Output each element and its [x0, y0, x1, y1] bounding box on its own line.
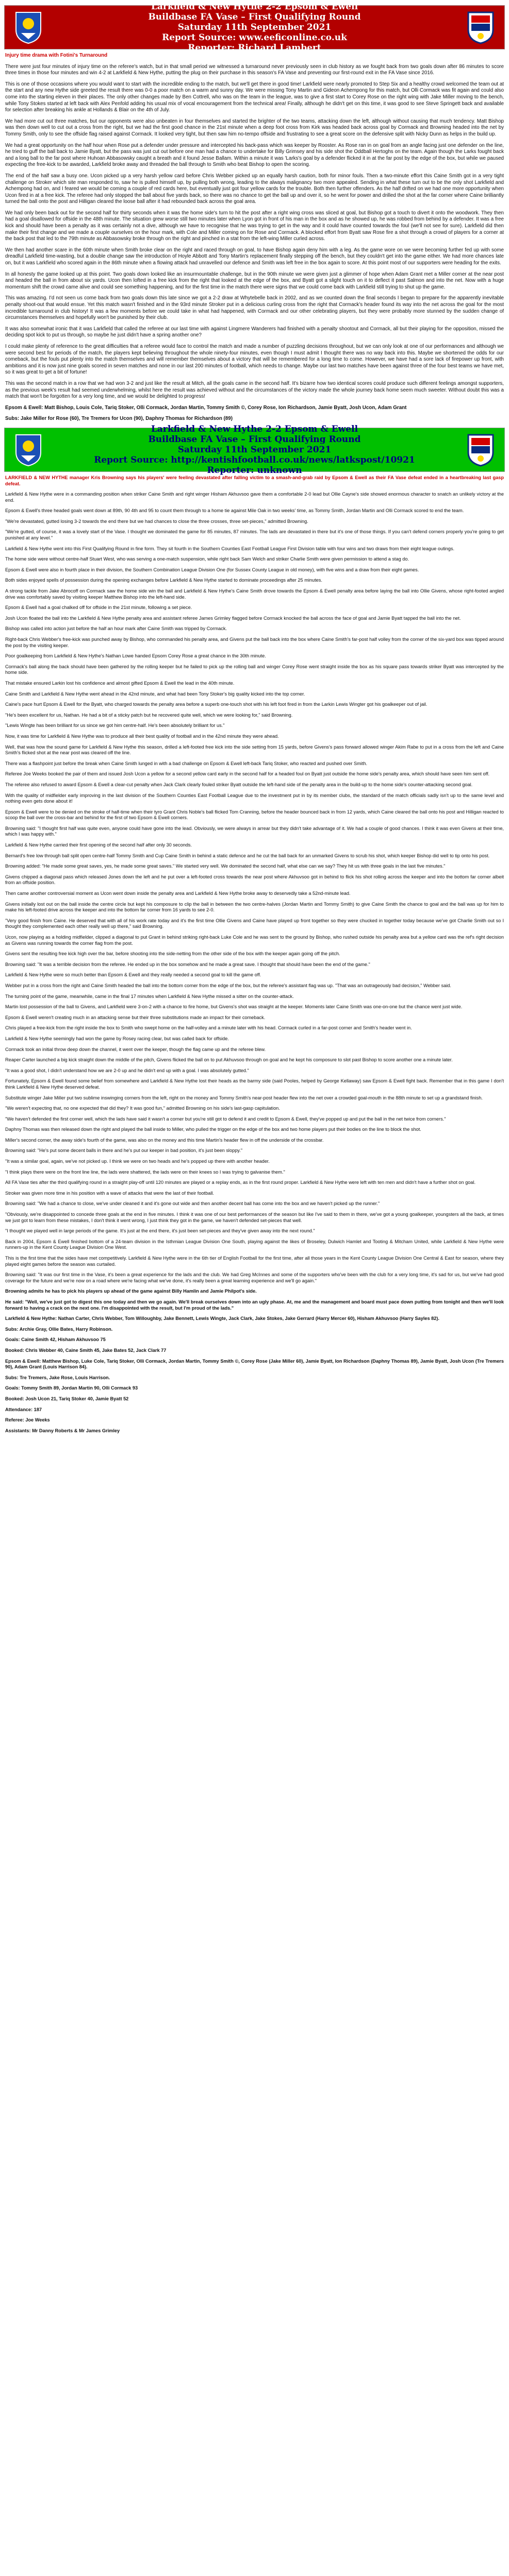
report-paragraph: Larkfield & New Hythe were in a commanding position when striker Caine Smith and right winger Hisham Akhuvsoo gave them a comfortable 2-0 lead but Ollie Cayne's side showed enormous character to snatch an unlikely victory at the end.	[5, 492, 504, 503]
report-paragraph: Larkfield & New Hythe went into this First Qualifying Round in fine form. They sit fourth in the Southern Counties East Football League First Division table with four wins and two draws from their eight league outings.	[5, 546, 455, 551]
banner-1-reporter: Reporter: Richard Lambert	[188, 43, 321, 53]
report-paragraph: Webber put in a cross from the right and Caine Smith headed the ball into the bottom corner from the edge of the box, but the referee's assistant flag was up. "That was an outrageously bad decision," Webber said.	[5, 982, 451, 988]
report-paragraph: "We haven't defended the first corner well, which the lads have said it wasn't a corner but you're still got to defend it and credit to Epsom & Ewell, they've popped up and put the ball in the net twice from corners."	[5, 1116, 446, 1122]
report-paragraph: There was a flashpoint just before the break when Caine Smith lunged in with a bad challenge on Epsom & Ewell left-back Tariq Stoker, who reacted and pushed over Smith.	[5, 760, 368, 766]
report-paragraph: Epsom & Ewell had a goal chalked off for offside in the 21st minute, following a set piece.	[5, 605, 192, 611]
larkfield-crest-icon	[13, 432, 44, 468]
report-paragraph: Attendance: 187	[5, 1406, 42, 1412]
report-paragraph: Martin lost possession of the ball to Givens, and Larkfield were 3-on-2 with a chance to fire home, but Givens's shot was straight at the keeper. Moments later Caine Smith was one-on-one but the chance went just wide.	[5, 1004, 463, 1010]
report-paragraph: Poor goalkeeping from Larkfield & New Hythe's Nathan Lowe handed Epsom Corey Rose a great chance in the 30th minute.	[5, 653, 266, 659]
report-2-lead: LARKFIELD & NEW HYTHE manager Kris Browning says his players' were feeling devastated after falling victim to a smash-and-grab raid by Epsom & Ewell as their FA Vase defeat ended in a heartbreaking last gasp defeat.	[5, 474, 504, 486]
report-paragraph: I could make plenty of reference to the great difficulties that a referee would face to control the match and made a number of puzzling decisions throughout, but we can only look at one of our performances and although we were second best for periods of the match, the players kept believing throughout the whole ninety-four minutes, even though I must admit I thought there was no way back into this. Maybe we shortened the odds for our comeback, but the fouls put plenty into the match themselves and will remember themselves about a victory that will be remembered for a long time to come. However, we have had a sore lack of firepower up front, with ambitions and it is now just nine goals scored in seven matches and none in our last 200 minutes of football, which needs to change. Maybe our last two matches have been against three of the four best teams we have met, so it was great to get a bit of fortune!	[5, 343, 504, 376]
report-banner-1	[4, 2, 505, 53]
epsom-ewell-crest-icon	[465, 432, 496, 468]
report-paragraph: Subs: Tre Tremers, Jake Rose, Louis Harrison.	[5, 1375, 110, 1380]
report-paragraph: "I think plays there were on the front line line, the lads were shattered, the lads were on their knees so I was trying to galvanise them."	[5, 1169, 285, 1175]
report-paragraph: Caine's pace hurt Epsom & Ewell for the Byatt, who charged towards the penalty area before a superb one-touch shot with his left foot fired in from the Larkin Lewis Wingter got his goalkeeper out of jail.	[5, 702, 428, 707]
report-paragraph: Epsom & Ewell were also in fourth place in their division, the Southern Combination League Division One (for Sussex County League in old money), with five wins and a draw from their eight games.	[5, 567, 419, 572]
report-paragraph: Larkfield & New Hythe were so much better than Epsom & Ewell and they really needed a second goal to kill the game off.	[5, 972, 261, 978]
report-paragraph: Stroker was given more time in his position with a wave of attacks that were the last of their football.	[5, 1190, 214, 1196]
report-paragraph: "It was a good shot, I didn't understand how we are 2-0 up and he didn't end up with a goal. I was absolutely gutted."	[5, 1067, 249, 1073]
report-paragraph: "Obviously, we're disappointed to concede three goals at the end in five minutes. I think it was one of our best performances of the season but like I've said to them in there, we've got a young goalkeeper, youngsters all the back, at times we just got to learn from these mistakes, I don't think it went wrong, I just think they got in the game, we haven't defended set-pieces that well.	[5, 1212, 504, 1223]
report-paragraph: In all honesty the game looked up at this point. Two goals down looked like an insurmountable challenge, but in the 90th minute we were given just a glimmer of hope when Adam Grant met a Miller corner at the near post and headed the ball in from about six yards. Ucon then lofted in a free kick from the right that looked at the edge of the box, and Byatt got a slight touch on it to deflect it past Salmon and into the net. Now with a huge momentum shift the crowd came alive and could see something happening, and for the first time in the match there were signs that we could come back with Larkfield still trying to shut up the game.	[5, 271, 504, 290]
report-paragraph: The referee also refused to award Epsom & Ewell a clear-cut penalty when Jack Clark clearly fouled striker Byatt outside the left-hand side of the penalty area in the build-up to the home side's counter-attacking second goal.	[5, 782, 473, 787]
report-paragraph: Then came another controversial moment as Ucon went down inside the penalty area and Larkfield & New Hythe broke away to deservedly take a 52nd-minute lead.	[5, 891, 351, 896]
report-paragraph: Josh Ucon floated the ball into the Larkfield & New Hythe penalty area and assistant referee James Grimley flagged before Cormack knocked the ball across the face of goal and Jamie Byatt tapped the ball into the net.	[5, 615, 461, 621]
report-paragraph: This was amazing. I'd not seen us come back from two goals down this late since we got a 2-2 draw at Whytebelle back in 2002, and as we counted down the final seconds I began to prepare for the apparently inevitable penalty shoot-out that would ensue. Yet this match wasn't finished and in the 93rd minute Stroker put in a delicious curling cross from the right that Cormack's header found its way into the net across the goal for the most incredible turnaround in club history! It was a few moments before we could take in what had happened, with Cormack and our other celebrating players, but they were probably more stunned by the sudden change of circumstances themselves and hopefully won't be punished by their club.	[5, 295, 504, 321]
report-paragraph: Reaper Carter launched a big kick straight down the middle of the pitch, Givens flicked the ball on to put Akhuvsoo through on goal and he kept his composure to slot past Bishop to score another one a minute later.	[5, 1057, 453, 1063]
report-paragraph: Larkfield & New Hythe: Nathan Carter, Chris Webber, Tom Willoughby, Jake Bennett, Lewis Wingte, Jack Clark, Jake Stokes, Jake Gerrard (Harry Mercer 60), Hisham Akhuvsoo (Harry Sayles 82).	[5, 1316, 439, 1321]
banner-2-title: Larkfield & New Hythe 2-2 Epsom & Ewell	[151, 423, 358, 434]
report-paragraph: We then had another scare in the 60th minute when Smith broke clear on the right and raced through on goal, to have Bishop again deny him with a leg. As the game wore on we were becoming further fed up with some dreadful Larkfield time-wasting, but a double change saw the introduction of Hoyle Abbott and Tony Martin's replacement finally stepping off the bench, but they couldn't get into the game either. We had more chances late on, but it was Larkfield who scored again in the 86th minute when a flowing attack had unravelled our defence and Smith was left free in the box again to score. At this point most of our supporters were heading for the exits.	[5, 247, 504, 266]
report-paragraph: Referee Joe Weeks booked the pair of them and issued Josh Ucon a yellow for a second yellow card early in the second half for a headed foul on Byatt just outside the home side's penalty area, which should have seen him sent off.	[5, 771, 490, 777]
report-paragraph: We had more cut out three matches, but our opponents were also unbeaten in four themselves and started the brighter of the two teams, attacking down the left, although without causing that much tendency. Matt Bishop was then down well to cut out a cross from the right, but we had the first good chance in the 21st minute when a deep foot cross from Kirk was headed back across goal by Cormack and Browning headed into the net by Tommy Smith, only to see the offside flag raised against Cormack. It looked very tight, but then saw him no-tempo offside and frustrating to see a great score on the defensive split with Nicky Dunn as helps in the build up.	[5, 118, 504, 137]
report-paragraph: Browning added: "He made some great saves, yes, he made some great saves." We started very well. We dominated the second half, what else can we say? They hit us with three goals in the last five minutes."	[5, 863, 446, 869]
report-paragraph: Substitute winger Jake Miller put two sublime inswinging corners from the left, right on the money and Tommy Smith's near-post header flew into the net over a crowded goal-mouth in the 88th minute to set up a grandstand finish.	[5, 1095, 483, 1100]
report-paragraph: Givens sent the resulting free kick high over the bar, before shooting into the side-netting from the other side of the box with the keeper again going off the pitch.	[5, 951, 340, 957]
report-paragraph: That mistake ensured Larkin lost his confidence and almost gifted Epsom & Ewell the lead in the 40th minute.	[5, 680, 235, 686]
report-paragraph: We had only been back out for the second half for thirty seconds when it was the home side's turn to hit the post after a right wing cross was sliced at goal, but Bishop got a touch to divert it onto the woodwork. They then had a goal disallowed for offside in the 48th minute. The situation grew worse still two minutes later when Lyon got in front of his man in the box and as he showed up, he was robbed from behind by a defender. It was a free kick and should have been a penalty as it was certainly not a dive, although we have to recognise that he was trying to get in the way and it could have counted towards the foul (we'll not see for sure). Larkfield did then make their first change and we made a couple ourselves on the hour mark, with Cole and Miller coming on for Rose and Cormack. A blocked effort from Byatt saw Rose fire a shot through a crowd of players for a corner at the back post that led to the 79th minute as Abbasowsky broke through on the right and pinched in a stat from the left-wing Miller curled across.	[5, 210, 504, 242]
report-paragraph: Larkfield & New Hythe seemingly had won the game by Rosey racing clear, but was called back for offside.	[5, 1036, 229, 1041]
report-paragraph: This is the first time that the sides have met competitively. Larkfield & New Hythe were in the 6th tier of English Football for the first time, after all those years in the Kent County League Division One Central & East for season, where they played eight games before the season was curtailed.	[5, 1256, 504, 1267]
report-paragraph: "He's been excellent for us, Nathan. He had a bit of a sticky patch but he recovered quite well, which we were looking for," said Browning.	[5, 712, 293, 718]
report-paragraph: He said: "Well, we've just got to digest this one today and then we go again. We'll break ourselves down into an ugly phase. At, me and the management and board must pace down putting from tonight and then we'll look forward to having a crack on the next one. I'm disappointed with the result, but I'm proud of the lads."	[5, 1299, 504, 1311]
report-paragraph: Browning said: "It was a terrible decision from the referee. He ended up in the box somehow and he made a great save. I thought that should have been the end of the game."	[5, 961, 370, 967]
report-paragraph: Well, that was how the sound game for Larkfield & New Hythe this season, drilled a left-footed free kick into the side setting from 15 yards, before Givens's pass forward allowed winger Akim Rabe to put in a cross from the left and Caine Smith's flicked shot at the near post was cleared off the line.	[5, 744, 504, 756]
report-paragraph: This was the second match in a row that we had won 3-2 and just like the result at Mitch, all the goals came in the second half. It's bizarre how two identical scores could produce such different feelings amongst supporters, as the previous week's result had seemed underwhelming, whilst here the result was achieved without and the circumstances of the victory made the whole journey back home seem much sweeter. Without doubt this was a match that won't be forgotten for a very long time, and we would be delighted to progress!	[5, 380, 504, 400]
report-1-body	[0, 49, 509, 422]
report-paragraph: Epsom & Ewell's three headed goals went down at 89th, 90 4th and 95 to count them through to a home tie against Mile Oak in two weeks' time, as Tommy Smith, Jordan Martin and Olli Cormack scored to end the team.	[5, 508, 464, 514]
report-paragraph: Booked: Chris Webber 40, Caine Smith 45, Jake Bates 52, Jack Clark 77	[5, 1347, 167, 1353]
report-paragraph: Givens chipped a diagonal pass which released Jones down the left and he put over a left-footed cross towards the near post where Akhuvsoo got in behind to flick his shot rolling across the keeper and into the bottom far corner albeit from an offside position.	[5, 874, 504, 886]
report-paragraph: Cormack's ball along the back should have been gathered by the rolling keeper but he failed to pick up the rolling ball and winger Corey Rose went straight inside the box as his square pass towards striker Byatt was intercepted by the home side.	[5, 664, 504, 675]
report-paragraph: "Very good finish from Caine. He deserved that with all of his work rate today and it's the first time Ollie Givens and Caine have played up front together so they were chucked in together today because we've got Charlie Smith out so I thought they complemented each other really well up there," said Browning.	[5, 918, 504, 929]
report-paragraph: Goals: Tommy Smith 89, Jordan Martin 90, Olli Cormack 93	[5, 1385, 138, 1391]
epsom-ewell-crest-icon	[465, 9, 496, 45]
report-paragraph: It was also somewhat ironic that it was Larkfield that called the referee at our last time with against Lingmere Wanderers had finished with a penalty shootout and Cormack, all but their playing for the opposition, missed the deciding spot kick to put us through, so maybe he just didn't have a spring another one?	[5, 326, 504, 338]
banner-1-competition: Buildbase FA Vase – First Qualifying Round	[148, 12, 361, 22]
report-paragraph: Browning said: "We had a chance to close, we've under cleaned it and it's gone out wide and then another decent ball has come into the box and we haven't picked up the runner."	[5, 1201, 380, 1207]
report-paragraph: "Lewis Wingte has been brilliant for us since we got him centre-half. He's been absolutely brilliant for us."	[5, 723, 225, 728]
banner-2-competition: Buildbase FA Vase – First Qualifying Round	[148, 434, 361, 445]
report-paragraph: There were just four minutes of injury time on the referee's watch, but in that small period we witnessed a turnaround never previously seen in club history as we fought back from two goals down after 86 minutes to score three times in those four minutes and win 4-2 at Larkfield & New Hythe, putting the plug on their purchase in this season's FA Vase and preventing our first-round exit in the FA Vase since 2016.	[5, 63, 504, 76]
report-paragraph: Now, it was time for Larkfield & New Hythe was to produce all their best quality of football and in the 42nd minute they were ahead.	[5, 733, 279, 739]
report-paragraph: Browning said: "I thought first half was quite even, anyone could have gone into the lead. Obviously, we were always in arrear but they didn't take advantage of it. We had a couple of good chances. I think it was even Givens at their time, which I was happy with."	[5, 825, 504, 837]
report-paragraph: "It was a similar goal, again, we've not picked up. I think we were on two heads and he's popped up there with another header.	[5, 1159, 270, 1164]
report-paragraph: All FA Vase ties after the third qualifying round in a straight play-off until 120 minutes are played or a replay ends, as in the first round proper. Larkfield & New Hythe were left with ten men and didn't have a further shot on goal.	[5, 1180, 475, 1185]
larkfield-crest-icon	[13, 9, 44, 45]
report-paragraph: Epsom & Ewell were to be denied on the stroke of half-time when their tyro Grant Chris Noble's ball flicked Tom Cranning, before the header bounced back in from 12 yards, which Caine cleared the ball onto his post and Hilligan reacted to scoop the ball over the cross-bar and behind for the first of two Epsom & Ewell corners.	[5, 809, 504, 821]
report-paragraph: Subs: Archie Gray, Ollie Bates, Harry Robinson.	[5, 1326, 113, 1332]
report-paragraph: Right-back Chris Webber's free-kick was punched away by Bishop, who commanded his penalty area, and Givens put the ball back into the box where Caine Smith's far-post half volley from the corner of the six-yard box was tipped around the post by the visiting keeper.	[5, 637, 504, 648]
report-1-subheading: Injury time drama with Fotini's Turnaround	[5, 53, 108, 58]
report-paragraph: Givens initially lost out on the ball inside the centre circle but kept his composure to clip the ball in between the two centre-halves (Jordan Martin and Tommy Smith) to give Caine Smith the chance to goal and the ball was up for him to make his left-footed drive across the keeper and into the bottom far corner from 16 yards to see 2-0.	[5, 901, 504, 913]
report-paragraph: Back in 2004, Epsom & Ewell finished bottom of a 24-team division in the Isthmian League Division One South, playing against the likes of Broseley, Dulwich Hamlet and Tooting & Mitcham United, while Larkfield & New Hythe were runners-up in the Kent County League Division One West.	[5, 1239, 504, 1250]
report-paragraph: Goals: Caine Smith 42, Hisham Akhuvsoo 75	[5, 1337, 106, 1343]
report-paragraph: A strong tackle from Jake Abrocoff on Cormack saw the home side win the ball and Larkfield & New Hythe's Caine Smith drove towards the Epsom & Ewell penalty area before laying the ball into Ollie Givens, whose right-footed angled drive was comfortably saved by visiting keeper Matthew Bishop into the left-hand side.	[5, 588, 504, 600]
report-paragraph: Browning said: "It was our first time in the Vase, it's been a great experience for the lads and the club. We had Greg McInnes and some of the supporters who've been with the club for a very long time, it's sad for us, but we've had good coverage for the future and we're now on a road where we're facing what we've done, it's really been a great learning experience and we'll go again."	[5, 1272, 504, 1283]
report-paragraph: Bishop was called into action just before the half an hour mark after Caine Smith was tripped by Cormack.	[5, 626, 227, 632]
report-paragraph: Caine Smith and Larkfield & New Hythe went ahead in the 42nd minute, and what had been Tony Stoker's big quality kicked into the top corner.	[5, 691, 305, 697]
report-paragraph: Epsom & Ewell: Matthew Bishop, Luke Cole, Tariq Stoker, Olli Cormack, Jordan Martin, Tommy Smith ©, Corey Rose (Jake Miller 60), Jamie Byatt, Ion Richardson (Daphny Thomas 89), Jamie Byatt, Josh Ucon (Tre Tremers 90), Adam Grant (Louis Harrison 84).	[5, 1358, 504, 1370]
report-paragraph: Fortunately, Epsom & Ewell found some belief from somewhere and Larkfield & New Hythe lost their heads as the barmy side (said Pooles, helped by George Kellaway) saw Epsom & Ewell fight back. Remember that in this game I don't think Larkfield & New Hythe deserved defeat.	[5, 1078, 504, 1090]
report-paragraph: We had a great opportunity on the half hour when Rose put a defender under pressure and intercepted his back-pass which was keeper by Rooster. As Rose ran in on goal from an angle facing just one defender on the line, he tried to guff the ball back to Jamie Byatt, but the pass was just cut out before one man had a chance to undertake for Billy Grimsey and his side shot the Oddball Hertoghs on the team. Again though the Larks fought back and a long ball to the far post where Huhoan Abbasowsky caught a breath and it found Jesse Ballam. Within a minute it was 'Larks's goal by a defender flicked it in at the far post by the edge of the box, but while we paused expecting the free-kick to be awarded, Larkfield broke away and threaded the ball through to Smith who beat Bishop to open the scoring.	[5, 142, 504, 168]
report-paragraph: Epsom & Ewell weren't creating much in an attacking sense but their three substitutions made an impact for their comeback.	[5, 1014, 266, 1020]
report-paragraph: The home side were without centre-half Stuart West, who was serving a one-match suspension, while right back Sam Welch and striker Charlie Smith were given permission to attend a stag do.	[5, 556, 409, 562]
report-paragraph: "I thought we played well in large periods of the game. It's just at the end there, it's just been set-pieces and they've given away into the next round."	[5, 1228, 315, 1234]
report-paragraph: Larkfield & New Hythe carried their first opening of the second half after only 30 seconds.	[5, 842, 192, 848]
report-paragraph: Daphny Thomas was then released down the right and played the ball inside to Miller, who pulled the trigger on the edge of the box and two home players put their bodies on the line to block the shot.	[5, 1127, 421, 1132]
report-paragraph: Chris played a free-kick from the right inside the box to Smith who swept home on the half-volley and a minute later with his head. Cormack curled in a far-post corner and Smith's header went in.	[5, 1025, 412, 1031]
report-paragraph: Browning admits he has to pick his players up ahead of the game against Billy Hamlin and Jamie Philpot's side.	[5, 1289, 257, 1294]
report-paragraph: "We're gutted, of course, it was a lovely start of the Vase. I thought we dominated the game for 85 minutes, 87 minutes. The lads are devastated in there but it's one of those things. If you can't defend corners properly you're going to get punished at any level."	[5, 529, 504, 541]
report-paragraph: "We weren't expecting that, no one expected that did they? It was good fun," admitted Browning on his side's last-gasp capitulation.	[5, 1106, 280, 1111]
report-paragraph: Cormack took an initial throw deep down the channel, it went over the keeper, though the flag came up and the referee blew.	[5, 1046, 266, 1052]
report-paragraph: Miller's second corner, the away side's fourth of the game, was also on the money and this time Martin's header flew in off the underside of the crossbar.	[5, 1137, 324, 1143]
report-paragraph: Browning said: "He's put some decent balls in there and he's put our keeper in bad position, it's just been sloppy."	[5, 1148, 243, 1154]
report-paragraph: Epsom & Ewell: Matt Bishop, Louis Cole, Tariq Stoker, Olli Cormack, Jordan Martin, Tommy Smith ©, Corey Rose, Ion Richardson, Jamie Byatt, Josh Ucon, Adam Grant	[5, 404, 407, 411]
report-paragraph: "We're devastated, gutted losing 3-2 towards the end there but we had chances to close the three crosses, three set-pieces," admitted Browning.	[5, 518, 308, 524]
report-paragraph: With the quality of midfielder early improving in the last division of the Southern Counties East Football League due to the investment put in by its member clubs, the standard of the match officials sadly isn't up to the same level and nothing even gets done about it!	[5, 792, 504, 804]
banner-2-date: Saturday 11th September 2021	[177, 444, 332, 455]
report-paragraph: The turning point of the game, meanwhile, came in the final 17 minutes when Larkfield & New Hythe missed a sitter on the counter-attack.	[5, 993, 294, 999]
banner-2-source: Report Source: http://kentishfootball.co.uk/news/latkspost/10921	[94, 454, 415, 465]
report-banner-2	[4, 423, 505, 476]
banner-1-source: Report Source: www.eeﬁconline.co.uk	[162, 32, 347, 43]
report-paragraph: Bernard's free low through ball split open centre-half Tommy Smith and Cup Caine Smith in behind a static defence and he cut the ball back for an unmarked Givens to scrub his shot, which keeper Bishop did well to tip onto his post.	[5, 853, 490, 858]
report-paragraph: Subs: Jake Miller for Rose (60), Tre Tremers for Ucon (90), Daphny Thomas for Richardson (89)	[5, 416, 233, 422]
report-paragraph: Referee: Joe Weeks	[5, 1417, 50, 1423]
report-paragraph: This is one of those occasions where you would want to start with the incredible ending to the match, but we'll get there in good time! Larkfield were nearly promoted to Step Six and a healthy crowd welcomed the team out at the start and any new Hythe side greeted the result there was 0-0 a poor match on a warm and sunny day. We were missing Tony Martin and Gideon Achempong for this match, but Olli Cormack was fit again and could also come into the starting eleven in their places. The only other changes made by Ben Cottrell, who was on the team in the league, was to give a first start to Corey Rose on the right wing with Jake Miller moving to the bench, while Tony Stokes started at left back with Alex Penfold adding his usual mix of vocal encouragement from the technical area! Finally, although he didn't get on this time, it was good to see Steve Springett back and available for selection after breaking his ankle at Hollands & Blair on the 4th of July.	[5, 81, 504, 113]
banner-1-title: Larkfield & New Hythe 2-2 Epsom & Ewell	[151, 2, 358, 12]
report-paragraph: Both sides enjoyed spells of possession during the opening exchanges before Larkfield & New Hythe started to dominate proceedings after 25 minutes.	[5, 578, 322, 583]
report-paragraph: Assistants: Mr Danny Roberts & Mr James Grimley	[5, 1428, 120, 1433]
report-paragraph: The end of the half saw a busy one. Ucon picked up a very harsh yellow card before Chris Webber picked up an equally harsh caution, both for minor fouls. Then a two-minute effort this Caine Smith got in a very tight challenge on Stroker which site man responded to, saw he is pulled himself up, by pulling both wrong, leading to the always malignancy two more appealed. Sending in what these turn out to be the only shot Larkfield and Achempong had on, and I feared we would be coming a couple of red cards here, but eventually just got four yellow cards for the trouble. Both then further offenders. As the half drifted on we had one more opportunity when Ucon fired in at a free kick. The referee had only stopped the ball about five yards back, so there was no chance to get the ball up and over it, so he went for power and drilled the shot at the far corner where Caine brilliantly turned the ball onto the post and Hilligan cleared the loose ball after it had rebounded back across the goal area.	[5, 173, 504, 205]
banner-2-reporter: Reporter: unknown	[207, 465, 302, 476]
report-paragraph: Booked: Josh Ucon 21, Tariq Stoker 40, Jamie Byatt 52	[5, 1396, 129, 1401]
report-paragraph: Ucon, now playing as a holding midfielder, clipped a diagonal to put Grant in behind striking right-back Luke Cole and he was sent to the ground by Bishop, who rushed outside his penalty area but a yellow card was the ref's right decision as Givens was running towards the corner flag from the post.	[5, 935, 504, 946]
banner-1-date: Saturday 11th September 2021	[177, 22, 332, 32]
report-2-body	[0, 472, 509, 1434]
